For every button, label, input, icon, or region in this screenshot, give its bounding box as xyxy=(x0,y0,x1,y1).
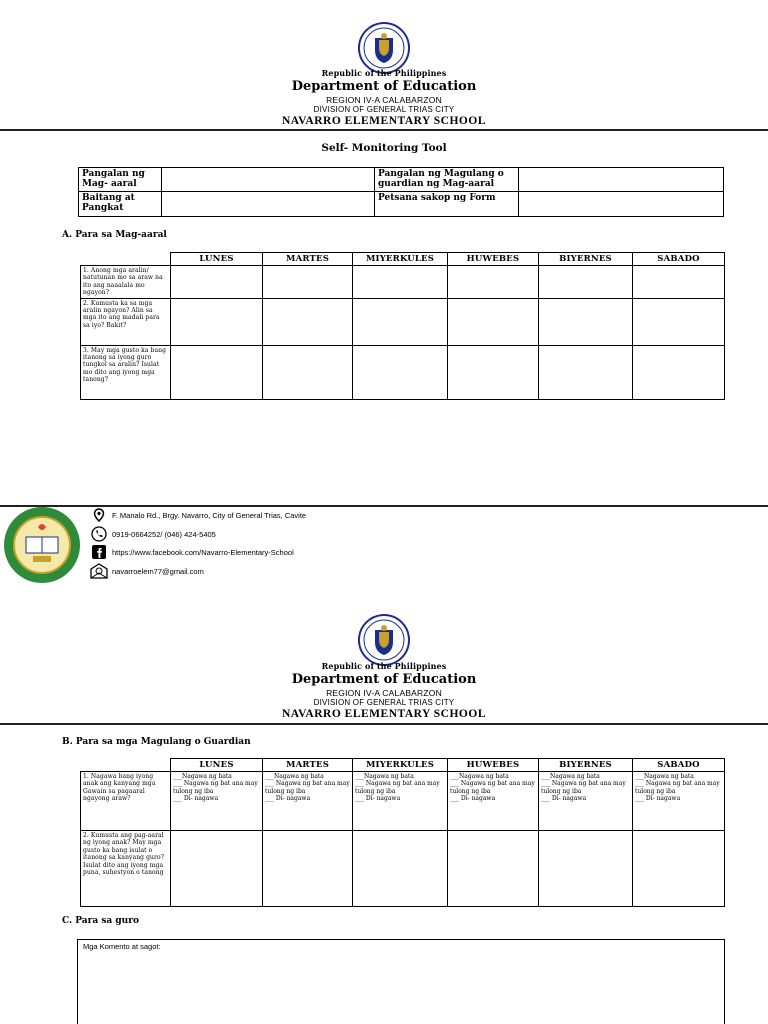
email-line xyxy=(90,562,204,580)
parent-name-field[interactable] xyxy=(519,168,724,192)
option-not-done[interactable]: ___ Di- nagawa xyxy=(635,795,681,803)
answer-cell[interactable] xyxy=(171,345,263,399)
option-not-done[interactable]: ___ Di- nagawa xyxy=(541,795,587,803)
header-divider xyxy=(0,129,768,131)
checklist-cell[interactable] xyxy=(353,772,448,831)
answer-cell[interactable] xyxy=(448,831,539,907)
deped-seal-icon xyxy=(358,22,410,74)
division-text: DIVISION OF GENERAL TRIAS CITY xyxy=(313,105,455,114)
teacher-comment-box[interactable] xyxy=(77,939,725,1024)
comment-label: Mga Komento at sagot: xyxy=(83,942,161,951)
checklist-cell[interactable] xyxy=(633,772,725,831)
option-with-help[interactable]: ___ Nagawa ng bat ana may tulong ng iba xyxy=(355,780,440,795)
answer-cell[interactable] xyxy=(633,831,725,907)
region-text: REGION IV-A CALABARZON xyxy=(326,688,442,698)
section-b-table xyxy=(80,758,725,907)
date-field[interactable] xyxy=(519,192,724,217)
student-name-label: Pangalan ng Mag- aaral xyxy=(79,168,162,192)
division-text: DIVISION OF GENERAL TRIAS CITY xyxy=(313,698,455,707)
answer-cell[interactable] xyxy=(353,831,448,907)
option-not-done[interactable]: ___ Di- nagawa xyxy=(173,795,219,803)
answer-cell[interactable] xyxy=(539,345,633,399)
question-cell: 3. May mga gusto ka bang itanong sa iyong guro tungkol sa aralin? Isulat mo dito ang iyong mga tanong? xyxy=(81,345,171,399)
email-text: navarroelem77@gmail.com xyxy=(112,566,204,576)
grade-field[interactable] xyxy=(162,192,375,217)
day-header: HUWEBES xyxy=(448,759,539,772)
day-header: SABADO xyxy=(633,253,725,266)
answer-cell[interactable] xyxy=(633,345,725,399)
answer-cell[interactable] xyxy=(448,345,539,399)
option-done[interactable]: ___Nagawa ng bata xyxy=(355,773,414,780)
department-text: Department of Education xyxy=(291,672,477,687)
day-header: LUNES xyxy=(171,759,263,772)
corner-cell xyxy=(81,759,171,772)
deped-seal-bottom xyxy=(358,614,410,666)
day-header: LUNES xyxy=(171,253,263,266)
region-text: REGION IV-A CALABARZON xyxy=(326,95,442,105)
day-header: MARTES xyxy=(263,253,353,266)
address-text: F. Manalo Rd., Brgy. Navarro, City of General Trias, Cavite xyxy=(112,510,307,520)
deped-seal-top xyxy=(358,22,410,74)
option-done[interactable]: ___Nagawa ng bata xyxy=(265,773,324,780)
question-cell: 1. Anong mga aralin/ natutunan mo sa araw na ito ang naaalala mo ngayon? xyxy=(81,266,171,299)
option-done[interactable]: ___Nagawa ng bata xyxy=(635,773,694,780)
answer-cell[interactable] xyxy=(448,298,539,345)
checklist-cell[interactable] xyxy=(448,772,539,831)
answer-cell[interactable] xyxy=(171,831,263,907)
location-pin-icon xyxy=(90,506,108,524)
option-done[interactable]: ___Nagawa ng bata xyxy=(173,773,232,780)
question-cell: 1. Nagawa bang iyong anak ang kanyang mga Gawain sa pagaaral ngayong araw? xyxy=(81,772,171,831)
school-name: NAVARRO ELEMENTARY SCHOOL xyxy=(281,708,486,720)
section-a-label: A. Para sa Mag-aaral xyxy=(62,230,167,240)
deped-seal-icon xyxy=(358,614,410,666)
answer-cell[interactable] xyxy=(539,298,633,345)
answer-cell[interactable] xyxy=(633,298,725,345)
phone-text: 0919-0664252/ (046) 424-5405 xyxy=(112,529,216,539)
facebook-line xyxy=(90,543,294,561)
option-with-help[interactable]: ___ Nagawa ng bat ana may tulong ng iba xyxy=(541,780,626,795)
school-seal-icon xyxy=(2,505,82,585)
answer-cell[interactable] xyxy=(263,345,353,399)
option-with-help[interactable]: ___ Nagawa ng bat ana may tulong ng iba xyxy=(635,780,720,795)
facebook-link[interactable]: https://www.facebook.com/Navarro-Elementary-School xyxy=(112,547,294,557)
republic-text: Republic of the Philippines xyxy=(321,661,447,671)
day-header: MIYERKULES xyxy=(353,759,448,772)
question-cell: 2. Kumusta ka sa mga aralin ngayon? Alin sa mga ito ang madali para sa iyo? Bakit? xyxy=(81,298,171,345)
day-header: MIYERKULES xyxy=(353,253,448,266)
letterhead-bottom xyxy=(0,661,768,720)
option-done[interactable]: ___Nagawa ng bata xyxy=(541,773,600,780)
answer-cell[interactable] xyxy=(353,345,448,399)
republic-text: Republic of the Philippines xyxy=(321,68,447,78)
checklist-cell[interactable] xyxy=(263,772,353,831)
answer-cell[interactable] xyxy=(171,298,263,345)
answer-cell[interactable] xyxy=(353,266,448,299)
option-with-help[interactable]: ___ Nagawa ng bat ana may tulong ng iba xyxy=(450,780,535,795)
info-table xyxy=(78,167,724,217)
answer-cell[interactable] xyxy=(171,266,263,299)
checklist-cell[interactable] xyxy=(171,772,263,831)
answer-cell[interactable] xyxy=(633,266,725,299)
option-not-done[interactable]: ___ Di- nagawa xyxy=(450,795,496,803)
answer-cell[interactable] xyxy=(263,831,353,907)
email-icon xyxy=(90,562,108,580)
day-header: SABADO xyxy=(633,759,725,772)
corner-cell xyxy=(81,253,171,266)
answer-cell[interactable] xyxy=(353,298,448,345)
date-label: Petsana sakop ng Form xyxy=(375,192,519,217)
day-header: BIYERNES xyxy=(539,253,633,266)
option-with-help[interactable]: ___ Nagawa ng bat ana may tulong ng iba xyxy=(173,780,258,795)
question-cell: 2. Kumusta ang pag-aaral ng iyong anak? May mga gusto ka bang isulat o itanong sa kanyang guro? Isulat dito ang iyong mga puna, suhestyon o tanong xyxy=(81,831,171,907)
option-not-done[interactable]: ___ Di- nagawa xyxy=(355,795,401,803)
letterhead-top xyxy=(0,68,768,127)
day-header: HUWEBES xyxy=(448,253,539,266)
option-done[interactable]: ___Nagawa ng bata xyxy=(450,773,509,780)
school-name: NAVARRO ELEMENTARY SCHOOL xyxy=(281,115,486,127)
answer-cell[interactable] xyxy=(539,831,633,907)
answer-cell[interactable] xyxy=(448,266,539,299)
checklist-cell[interactable] xyxy=(539,772,633,831)
option-not-done[interactable]: ___ Di- nagawa xyxy=(265,795,311,803)
grade-label: Baitang at Pangkat xyxy=(79,192,162,217)
day-header: MARTES xyxy=(263,759,353,772)
department-text: Department of Education xyxy=(291,79,477,94)
answer-cell[interactable] xyxy=(263,298,353,345)
answer-cell[interactable] xyxy=(539,266,633,299)
facebook-icon xyxy=(90,543,108,561)
parent-name-label: Pangalan ng Magulang o guardian ng Mag-aaral xyxy=(375,168,519,192)
school-seal xyxy=(2,505,82,585)
section-a-table xyxy=(80,252,725,400)
phone-icon xyxy=(90,525,108,543)
day-header: BIYERNES xyxy=(539,759,633,772)
address-line xyxy=(90,506,306,524)
option-with-help[interactable]: ___ Nagawa ng bat ana may tulong ng iba xyxy=(265,780,350,795)
header-divider xyxy=(0,723,768,725)
answer-cell[interactable] xyxy=(263,266,353,299)
section-c-label: C. Para sa guro xyxy=(62,916,139,926)
phone-line xyxy=(90,525,216,543)
form-title: Self- Monitoring Tool xyxy=(321,142,447,154)
section-b-label: B. Para sa mga Magulang o Guardian xyxy=(62,737,251,747)
student-name-field[interactable] xyxy=(162,168,375,192)
